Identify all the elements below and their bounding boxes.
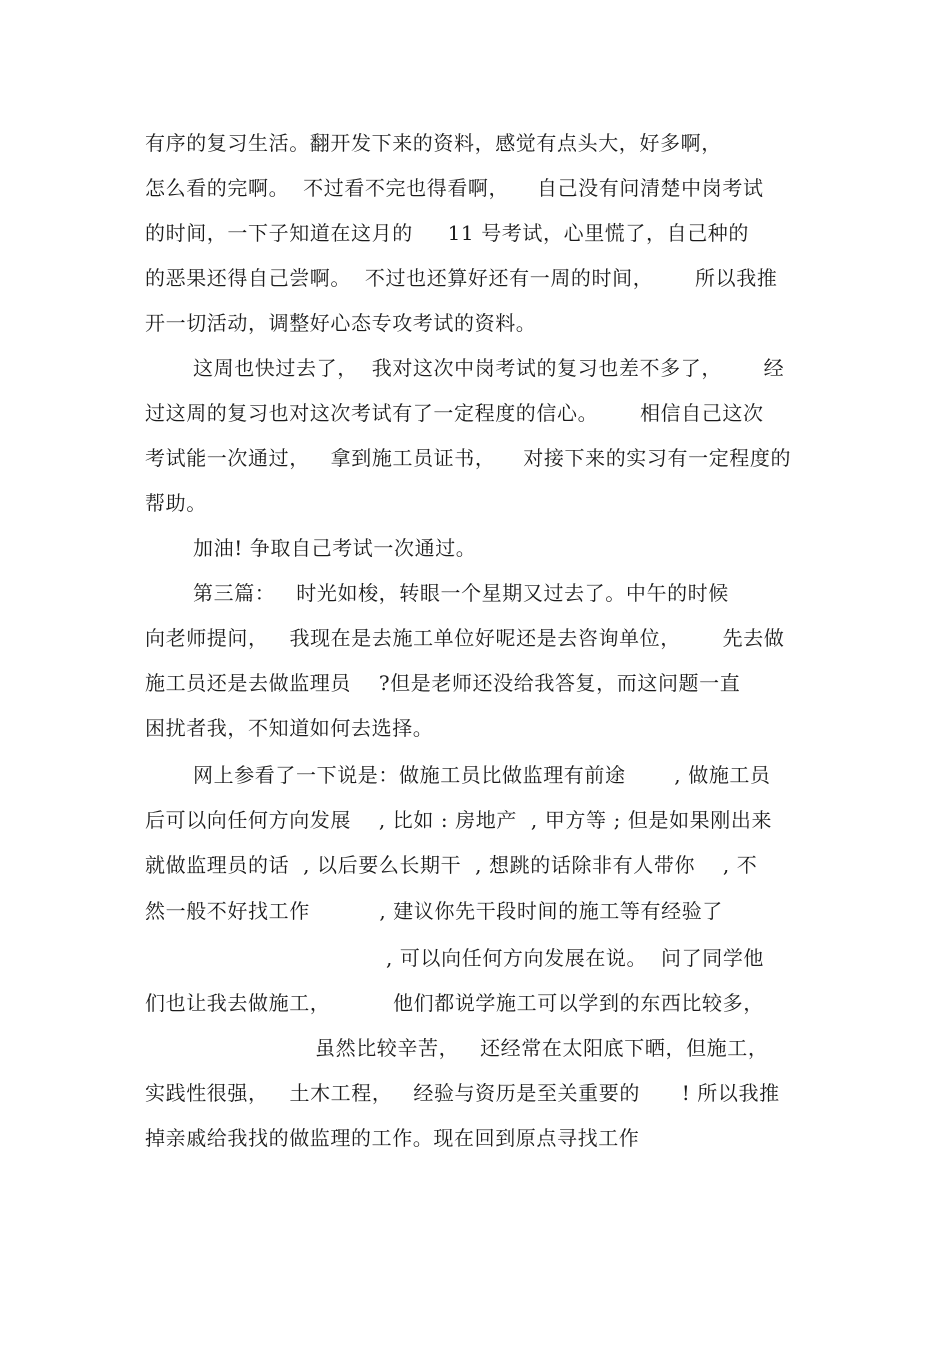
text-line: 的恶果还得自己尝啊。 不过也还算好还有一周的时间， 所以我推 [145,266,778,290]
text-line: 的时间，一下子知道在这月的 11 号考试，心里慌了，自己种的 [145,221,749,245]
text-line: 困扰者我，不知道如何去选择。 [145,716,434,740]
text-line: 帮助。 [145,491,207,515]
text-line: 过这周的复习也对这次考试有了一定程度的信心。 相信自己这次 [145,401,764,425]
text-line: 考试能一次通过， 拿到施工员证书， 对接下来的实习有一定程度的 [145,446,792,470]
text-line: 加油! 争取自己考试一次通过。 [193,536,477,560]
text-line: 后可以向任何方向发展 , 比如 : 房地产 , 甲方等 ; 但是如果刚出来 [145,808,773,832]
text-line: 虽然比较辛苦， 还经常在太阳底下晒，但施工， [315,1036,769,1060]
text-line: 然一般不好找工作 , 建议你先干段时间的施工等有经验了 [145,899,723,923]
text-line: 就做监理员的话 , 以后要么长期干 , 想跳的话除非有人带你 , 不 [145,853,758,877]
text-line: 怎么看的完啊。 不过看不完也得看啊， 自己没有问清楚中岗考试 [145,176,764,200]
text-line: , 可以向任何方向发展在说。 问了同学他 [386,946,765,970]
text-line: 实践性很强， 土木工程， 经验与资历是至关重要的 ! 所以我推 [145,1081,780,1105]
text-line: 网上参看了一下说是：做施工员比做监理有前途 , 做施工员 [193,763,771,787]
text-line: 有序的复习生活。翻开发下来的资料，感觉有点头大，好多啊， [145,131,722,155]
text-line: 掉亲戚给我找的做监理的工作。现在回到原点寻找工作 [145,1126,640,1150]
text-line: 施工员还是去做监理员 ?但是老师还没给我答复，而这问题一直 [145,671,741,695]
text-line: 们也让我去做施工， 他们都说学施工可以学到的东西比较多， [145,991,764,1015]
text-line: 向老师提问， 我现在是去施工单位好呢还是去咨询单位， 先去做 [145,626,785,650]
text-line: 第三篇： 时光如梭，转眼一个星期又过去了。中午的时候 [193,581,729,605]
text-line: 这周也快过去了， 我对这次中岗考试的复习也差不多了， 经 [193,356,785,380]
text-line: 开一切活动，调整好心态专攻考试的资料。 [145,311,537,335]
